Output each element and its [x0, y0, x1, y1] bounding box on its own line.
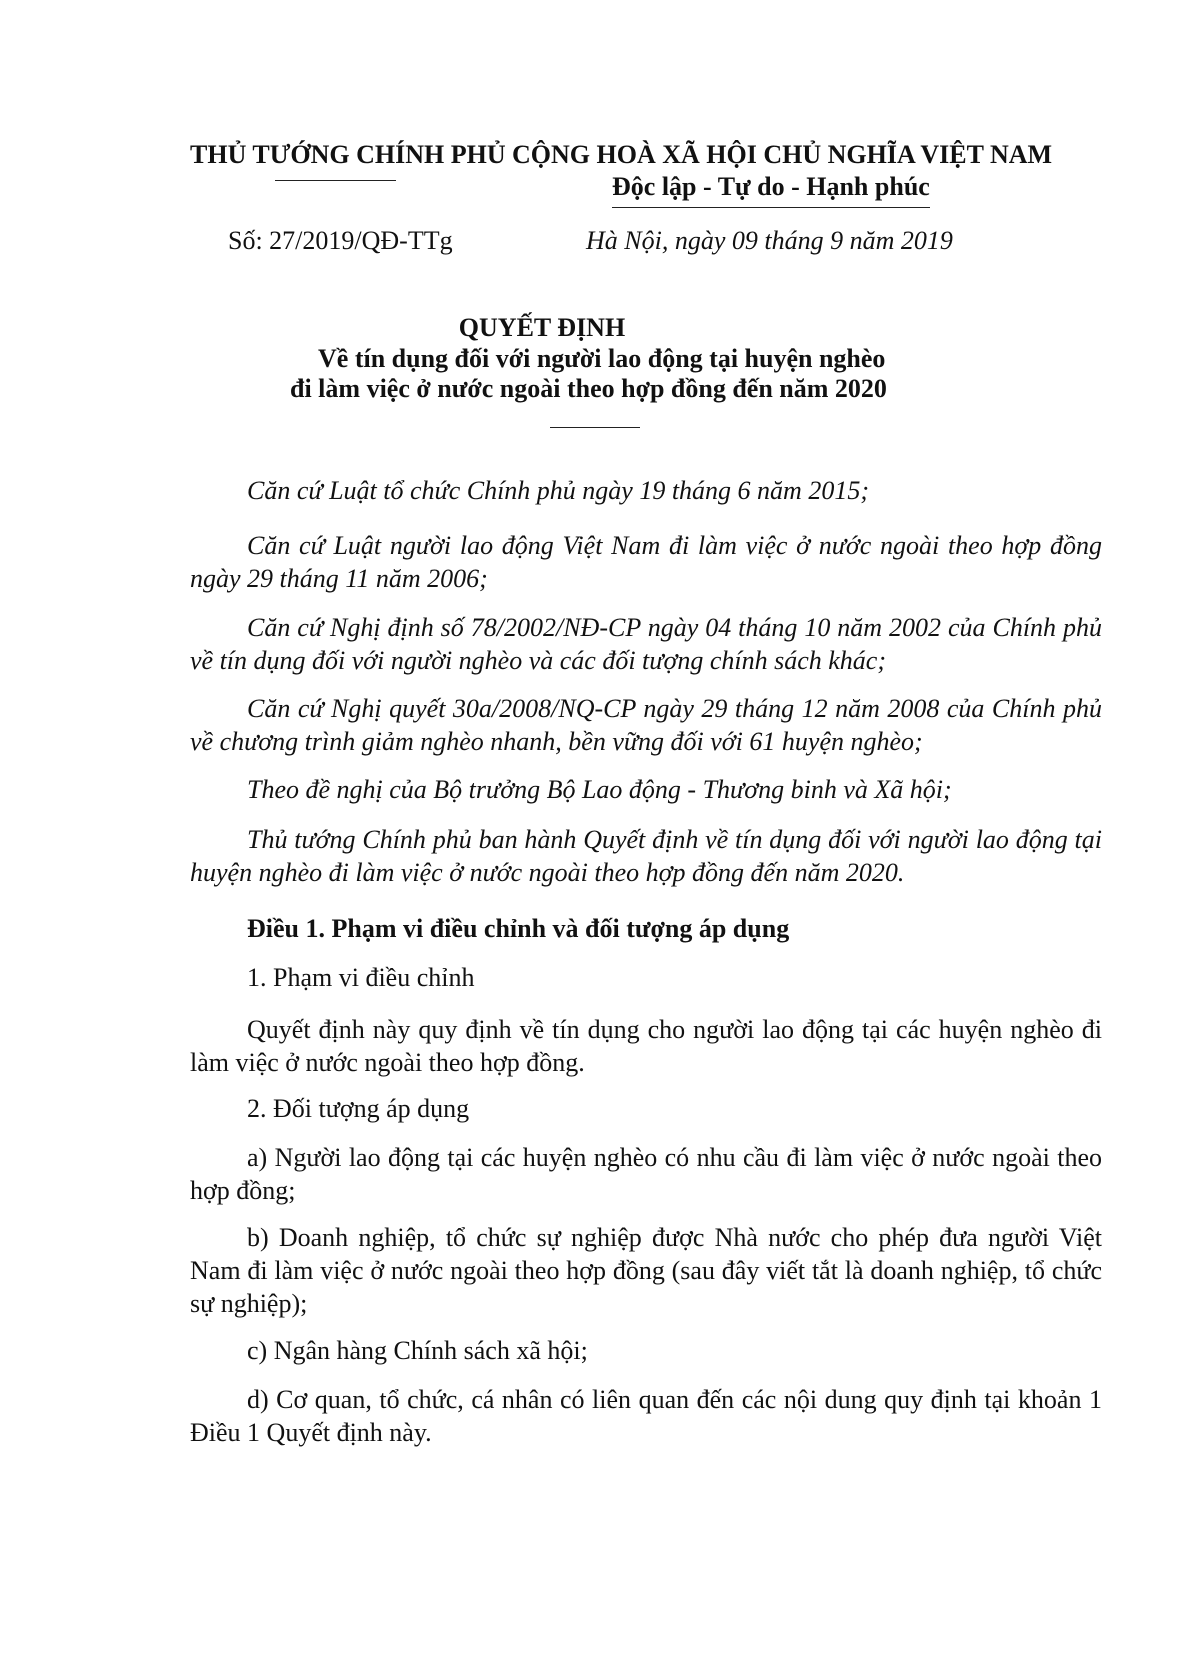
issuing-agency: THỦ TƯỚNG CHÍNH PHỦ [190, 140, 506, 169]
title-line-1: Về tín dụng đối với người lao động tại huyện nghèo [318, 344, 886, 373]
document-type: QUYẾT ĐỊNH [458, 313, 626, 342]
preamble-item: Thủ tướng Chính phủ ban hành Quyết định về tín dụng đối với người lao động tại huyện nghèo đi làm việc ở nước ngoài theo hợp đồng đến năm 2020. [190, 825, 1102, 887]
section-2-title: 2. Đối tượng áp dụng [247, 1094, 470, 1123]
preamble-item: Căn cứ Nghị quyết 30a/2008/NQ-CP ngày 29 tháng 12 năm 2008 của Chính phủ về chương trình giảm nghèo nhanh, bền vững đối với 61 huyện nghèo; [190, 694, 1102, 756]
place-date: Hà Nội, ngày 09 tháng 9 năm 2019 [586, 226, 953, 255]
section-1-title: 1. Phạm vi điều chỉnh [247, 963, 475, 992]
applicable-subject: b) Doanh nghiệp, tổ chức sự nghiệp được Nhà nước cho phép đưa người Việt Nam đi làm việc ở nước ngoài theo hợp đồng (sau đây viết tắt là doanh nghiệp, tổ chức sự nghiệp); [190, 1223, 1102, 1318]
applicable-subject: a) Người lao động tại các huyện nghèo có nhu cầu đi làm việc ở nước ngoài theo hợp đồng; [190, 1143, 1102, 1205]
country-name: CỘNG HOÀ XÃ HỘI CHỦ NGHĨA VIỆT NAM [512, 140, 1053, 169]
title-underline [550, 427, 640, 428]
national-motto: Độc lập - Tự do - Hạnh phúc [612, 172, 930, 201]
motto-underline [612, 207, 930, 208]
preamble-item: Căn cứ Nghị định số 78/2002/NĐ-CP ngày 04 tháng 10 năm 2002 của Chính phủ về tín dụng đối với người nghèo và các đối tượng chính sách khác; [190, 613, 1102, 675]
preamble-item: Căn cứ Luật tổ chức Chính phủ ngày 19 tháng 6 năm 2015; [247, 476, 869, 505]
section-1-text: Quyết định này quy định về tín dụng cho người lao động tại các huyện nghèo đi làm việc ở nước ngoài theo hợp đồng. [190, 1015, 1102, 1077]
document-number: Số: 27/2019/QĐ-TTg [228, 226, 453, 255]
agency-underline [275, 180, 396, 181]
preamble-item: Theo đề nghị của Bộ trưởng Bộ Lao động - Thương binh và Xã hội; [247, 775, 952, 804]
applicable-subject: c) Ngân hàng Chính sách xã hội; [247, 1336, 588, 1365]
applicable-subject: d) Cơ quan, tổ chức, cá nhân có liên quan đến các nội dung quy định tại khoản 1 Điều 1 Quyết định này. [190, 1385, 1102, 1447]
article-1-heading: Điều 1. Phạm vi điều chỉnh và đối tượng áp dụng [247, 914, 790, 943]
preamble-item: Căn cứ Luật người lao động Việt Nam đi làm việc ở nước ngoài theo hợp đồng ngày 29 tháng 11 năm 2006; [190, 531, 1102, 593]
title-line-2: đi làm việc ở nước ngoài theo hợp đồng đến năm 2020 [290, 374, 887, 403]
